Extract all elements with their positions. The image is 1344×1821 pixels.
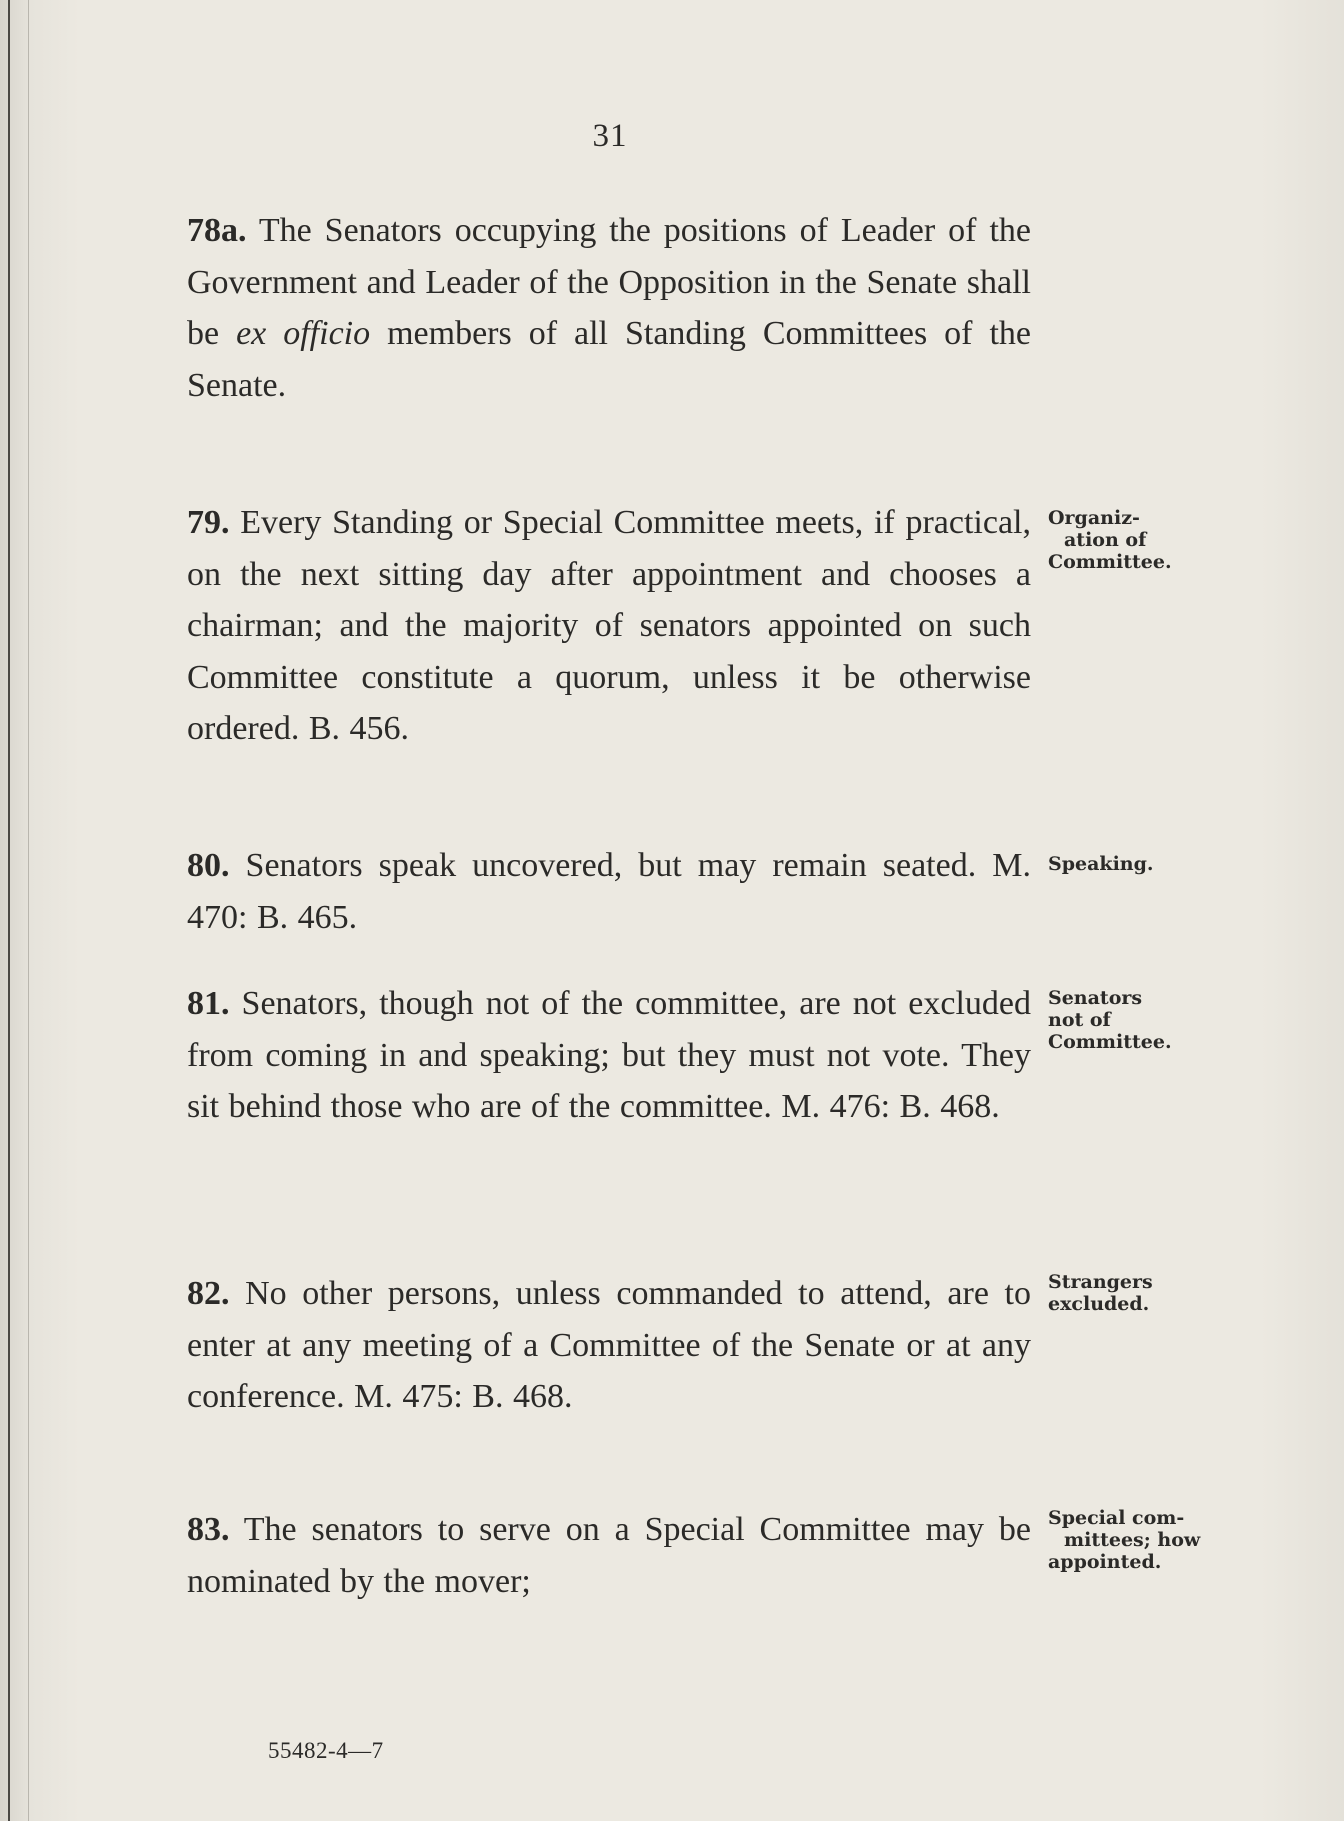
rule-78a [187, 205, 1031, 411]
margin-note-special-committees: Special com- mittees; how appointed. [1048, 1507, 1201, 1573]
rule-text: No other persons, unless commanded to attend, are to enter at any meeting of a Committee of the Senate or at any conference. M. 475: B. 468. [187, 1275, 1031, 1415]
rule-number: 80. [187, 847, 230, 884]
rule-text: Every Standing or Special Committee meets, if practical, on the next sitting day after appointment and chooses a chairman; and the majority of senators appointed on such Committee constitute a quorum, unless it be otherwise ordered. B. 456. [187, 504, 1031, 747]
page-number: 31 [592, 118, 628, 154]
rule-number: 81. [187, 985, 230, 1022]
rule-81 [187, 978, 1031, 1133]
rule-82 [187, 1268, 1031, 1423]
rule-text-italic: ex officio [236, 315, 371, 352]
rule-number: 83. [187, 1511, 230, 1548]
rule-number: 82. [187, 1275, 230, 1312]
rule-80 [187, 840, 1031, 943]
rule-number: 79. [187, 504, 230, 541]
binding-edge [8, 0, 10, 1821]
rule-number: 78a. [187, 212, 247, 249]
rule-83 [187, 1504, 1031, 1607]
printer-code: 55482-4—7 [268, 1738, 384, 1763]
rule-text: Senators, though not of the committee, are not excluded from coming in and speaking; but they must not vote. They sit behind those who are of the committee. M. 476: B. 468. [187, 985, 1031, 1125]
margin-note-senators-not-of-committee: Senators not of Committee. [1048, 987, 1172, 1053]
rule-text: The senators to serve on a Special Committee may be nominated by the mover; [187, 1511, 1031, 1600]
margin-note-speaking: Speaking. [1048, 853, 1154, 875]
rule-79 [187, 497, 1031, 755]
rule-text: Senators speak uncovered, but may remain seated. M. 470: B. 465. [187, 847, 1031, 936]
margin-note-organization: Organiz- ation of Committee. [1048, 507, 1172, 573]
binding-shadow [28, 0, 29, 1821]
rule-text: members of all Standing Committees of the Senate. [187, 315, 1031, 404]
rule-text: The Senators occupying the positions of Leader of the Government and Leader of the Opposition in the Senate shall be [187, 212, 1031, 352]
margin-note-strangers-excluded: Strangers excluded. [1048, 1271, 1153, 1315]
